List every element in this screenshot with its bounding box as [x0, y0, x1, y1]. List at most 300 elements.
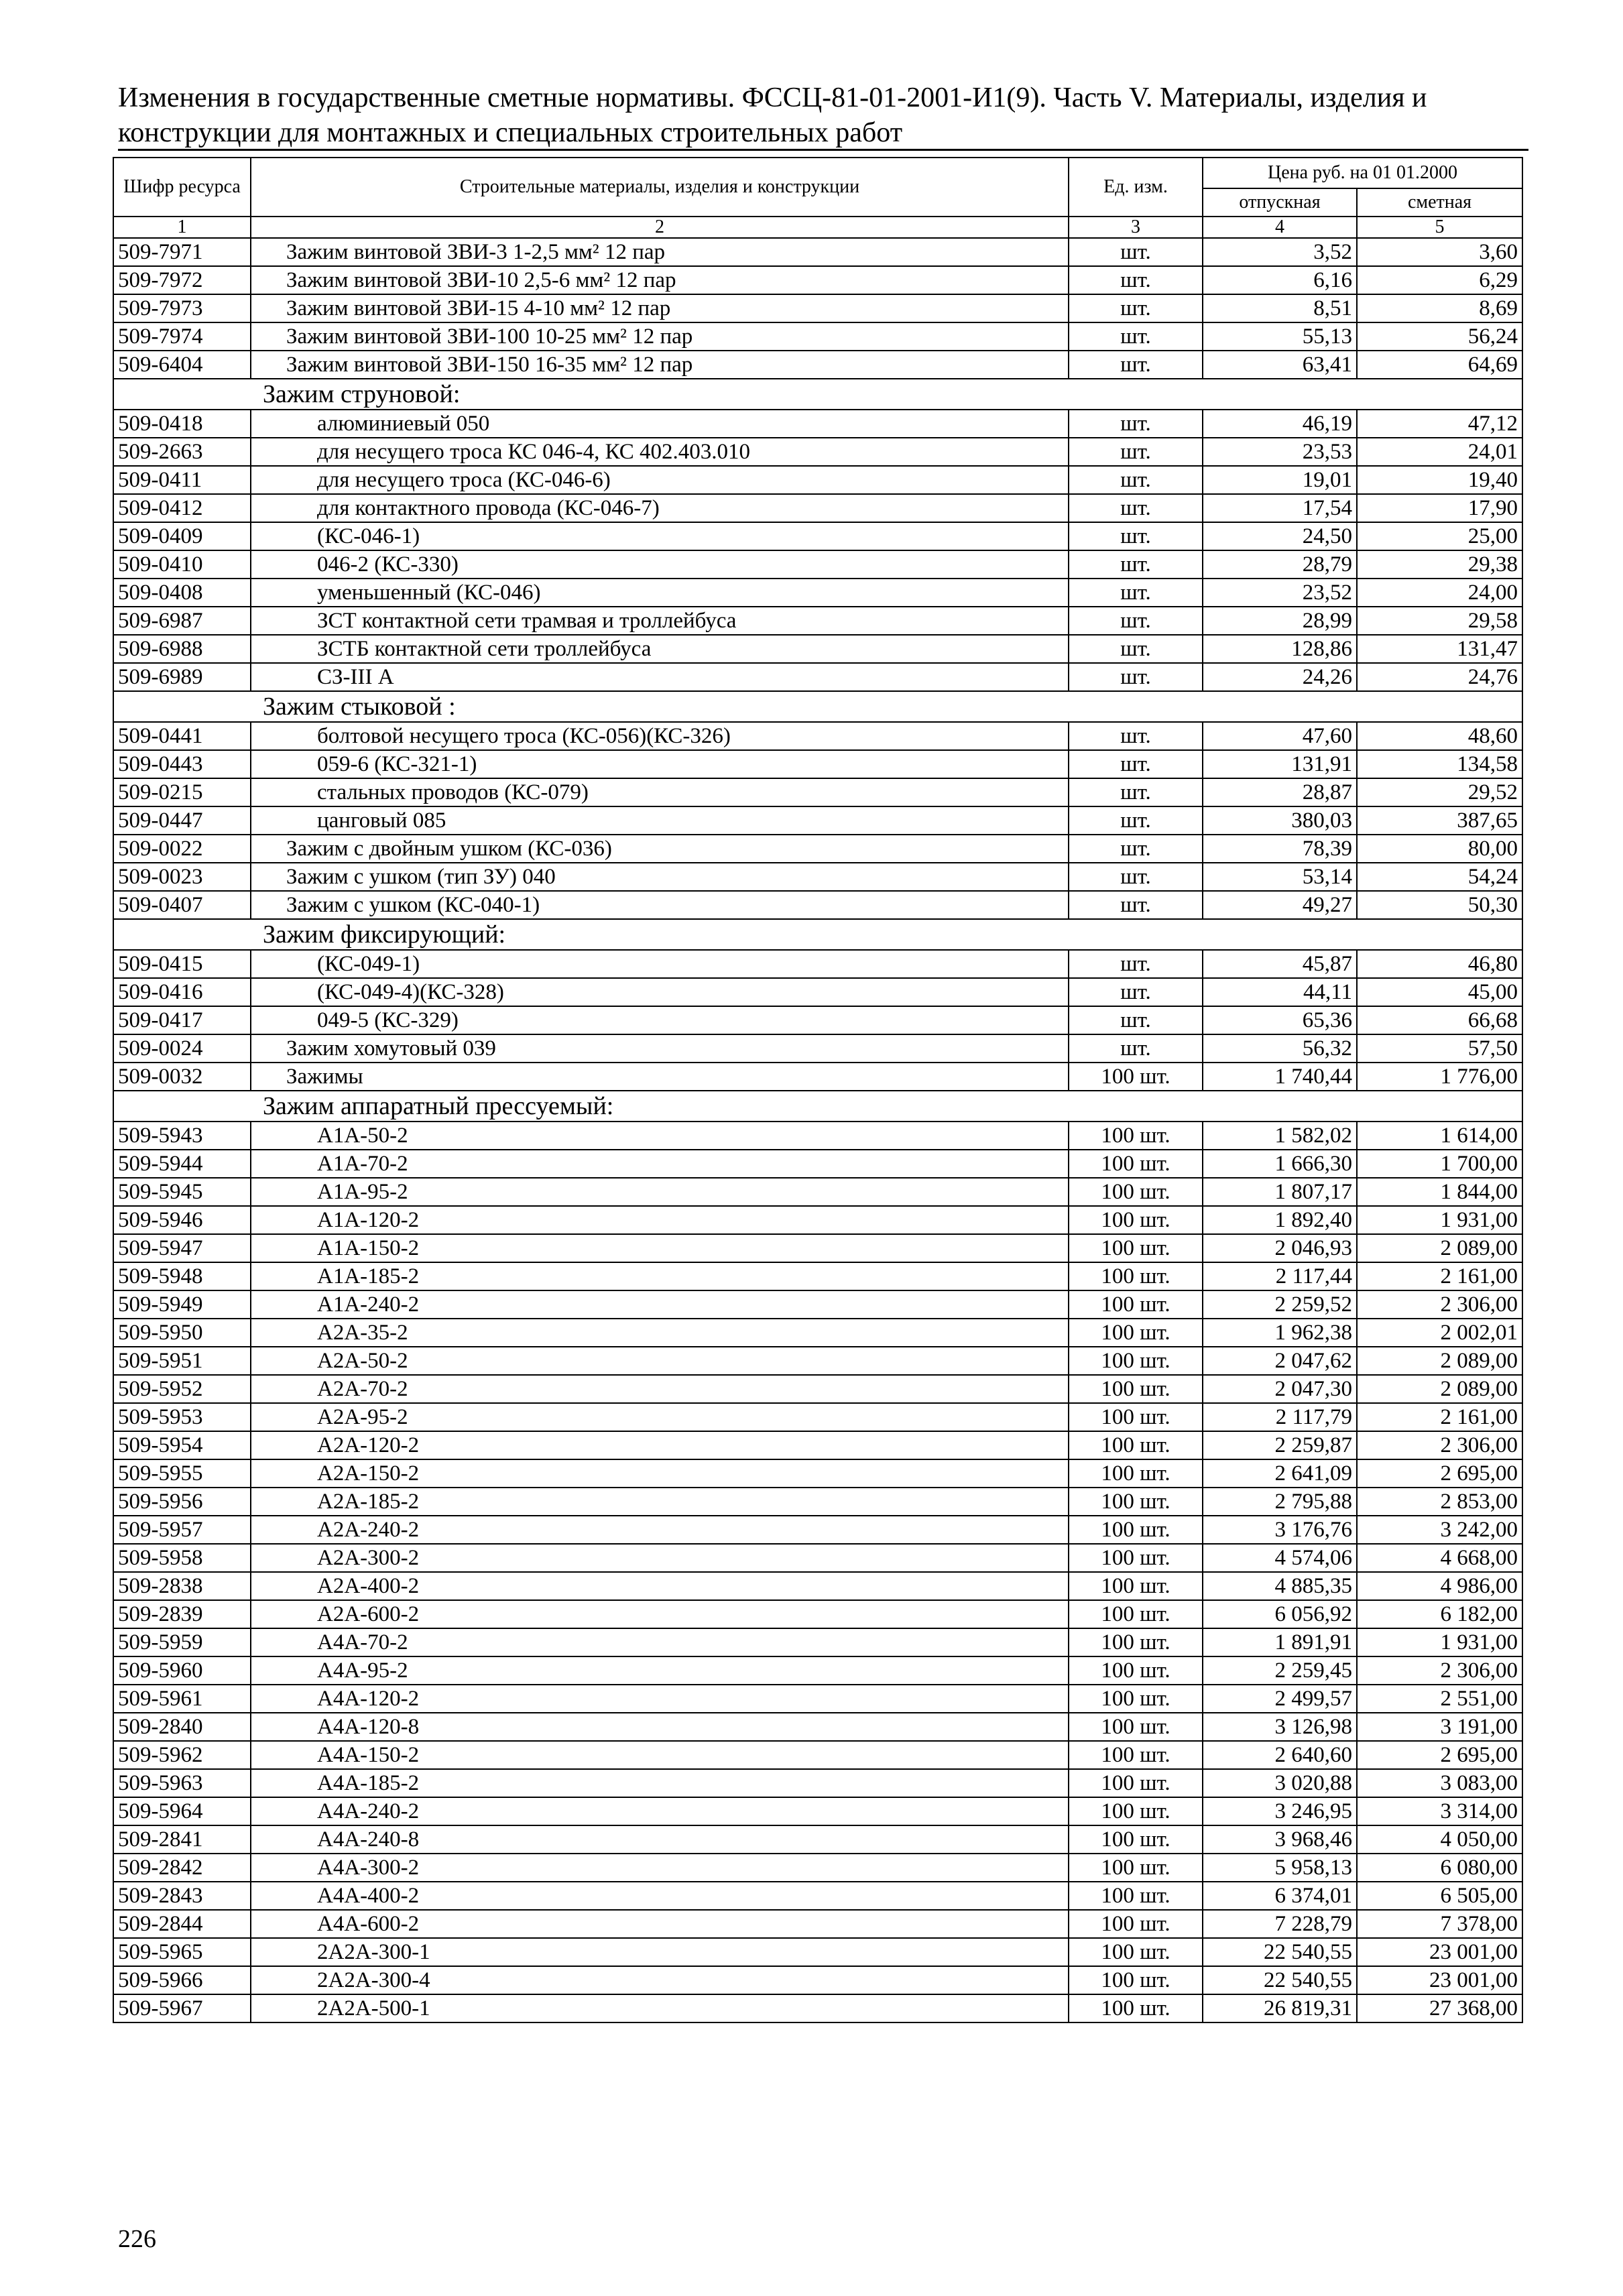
unit-cell: 100 шт. [1069, 1854, 1203, 1882]
estimate-price-cell: 57,50 [1357, 1034, 1522, 1063]
unit-cell: шт. [1069, 522, 1203, 550]
table-row [113, 1600, 1522, 1628]
unit-cell: шт. [1069, 266, 1203, 294]
table-row [113, 806, 1522, 835]
material-name-cell: А4А-95-2 [251, 1656, 1069, 1685]
material-name-cell: Зажим винтовой ЗВИ-15 4-10 мм² 12 пар [251, 294, 1069, 322]
estimate-price-cell: 2 695,00 [1357, 1741, 1522, 1769]
table-row [113, 1713, 1522, 1741]
estimate-price-cell: 2 695,00 [1357, 1459, 1522, 1488]
release-price-cell: 2 259,87 [1203, 1431, 1357, 1459]
table-body [113, 238, 1522, 2022]
table-row [113, 891, 1522, 919]
table-row [113, 522, 1522, 550]
unit-cell: 100 шт. [1069, 1403, 1203, 1431]
col-number: 3 [1069, 217, 1203, 238]
release-price-cell: 19,01 [1203, 466, 1357, 494]
unit-cell: шт. [1069, 863, 1203, 891]
table-row [113, 550, 1522, 579]
estimate-price-cell: 1 844,00 [1357, 1178, 1522, 1206]
estimate-price-cell: 6,29 [1357, 266, 1522, 294]
estimate-price-cell: 19,40 [1357, 466, 1522, 494]
release-price-cell: 3 968,46 [1203, 1825, 1357, 1854]
unit-cell: 100 шт. [1069, 1347, 1203, 1375]
unit-cell: 100 шт. [1069, 1713, 1203, 1741]
resource-code-cell: 509-5958 [113, 1544, 251, 1572]
table-row [113, 1628, 1522, 1656]
material-name-cell: 049-5 (КС-329) [251, 1006, 1069, 1034]
release-price-cell: 1 962,38 [1203, 1319, 1357, 1347]
estimate-price-cell: 6 182,00 [1357, 1600, 1522, 1628]
material-name-cell: (КС-046-1) [251, 522, 1069, 550]
estimate-price-cell: 6 505,00 [1357, 1882, 1522, 1910]
resource-code-cell: 509-5949 [113, 1290, 251, 1319]
unit-cell: шт. [1069, 663, 1203, 691]
release-price-cell: 2 047,30 [1203, 1375, 1357, 1403]
unit-cell: 100 шт. [1069, 1769, 1203, 1797]
resource-code-cell: 509-0407 [113, 891, 251, 919]
resource-code-cell: 509-2663 [113, 438, 251, 466]
material-name-cell: А2А-400-2 [251, 1572, 1069, 1600]
resource-code-cell: 509-0443 [113, 750, 251, 778]
unit-cell: 100 шт. [1069, 1150, 1203, 1178]
release-price-cell: 131,91 [1203, 750, 1357, 778]
resource-code-cell: 509-0418 [113, 410, 251, 438]
release-price-cell: 2 117,44 [1203, 1262, 1357, 1290]
resource-code-cell: 509-5964 [113, 1797, 251, 1825]
unit-cell: шт. [1069, 1034, 1203, 1063]
section-title: Зажим фиксирующий: [113, 919, 1522, 950]
section-title: Зажим струновой: [113, 379, 1522, 410]
resource-code-cell: 509-2844 [113, 1910, 251, 1938]
unit-cell: 100 шт. [1069, 1122, 1203, 1150]
material-name-cell: А4А-400-2 [251, 1882, 1069, 1910]
unit-cell: шт. [1069, 579, 1203, 607]
resource-code-cell: 509-5962 [113, 1741, 251, 1769]
release-price-cell: 2 259,52 [1203, 1290, 1357, 1319]
section-title: Зажим стыковой : [113, 691, 1522, 722]
release-price-cell: 1 582,02 [1203, 1122, 1357, 1150]
unit-cell: 100 шт. [1069, 1516, 1203, 1544]
table-row [113, 410, 1522, 438]
unit-cell: шт. [1069, 410, 1203, 438]
resource-code-cell: 509-0412 [113, 494, 251, 522]
table-row [113, 1122, 1522, 1150]
release-price-cell: 1 740,44 [1203, 1063, 1357, 1091]
unit-cell: шт. [1069, 978, 1203, 1006]
estimate-price-cell: 1 776,00 [1357, 1063, 1522, 1091]
material-name-cell: для несущего троса КС 046-4, КС 402.403.010 [251, 438, 1069, 466]
unit-cell: 100 шт. [1069, 1375, 1203, 1403]
estimate-price-cell: 25,00 [1357, 522, 1522, 550]
table-row [113, 1685, 1522, 1713]
table-row [113, 1063, 1522, 1091]
estimate-price-cell: 4 986,00 [1357, 1572, 1522, 1600]
material-name-cell: стальных проводов (КС-079) [251, 778, 1069, 806]
resource-code-cell: 509-5952 [113, 1375, 251, 1403]
table-row [113, 1375, 1522, 1403]
material-name-cell: 2А2А-500-1 [251, 1994, 1069, 2022]
estimate-price-cell: 6 080,00 [1357, 1854, 1522, 1882]
table-row [113, 1206, 1522, 1234]
table-row [113, 1854, 1522, 1882]
estimate-price-cell: 66,68 [1357, 1006, 1522, 1034]
table-row [113, 1319, 1522, 1347]
estimate-price-cell: 46,80 [1357, 950, 1522, 978]
table-row [113, 1882, 1522, 1910]
unit-cell: шт. [1069, 635, 1203, 663]
table-row [113, 1516, 1522, 1544]
material-name-cell: СЗ-III А [251, 663, 1069, 691]
resource-code-cell: 509-5965 [113, 1938, 251, 1966]
release-price-cell: 3 176,76 [1203, 1516, 1357, 1544]
estimate-price-cell: 23 001,00 [1357, 1938, 1522, 1966]
col-number: 1 [113, 217, 251, 238]
estimate-price-cell: 1 931,00 [1357, 1628, 1522, 1656]
estimate-price-cell: 29,52 [1357, 778, 1522, 806]
resource-code-cell: 509-7971 [113, 238, 251, 266]
material-name-cell: ЗСТ контактной сети трамвая и троллейбуса [251, 607, 1069, 635]
resource-code-cell: 509-5955 [113, 1459, 251, 1488]
table-row [113, 1150, 1522, 1178]
material-name-cell: Зажим винтовой ЗВИ-3 1-2,5 мм² 12 пар [251, 238, 1069, 266]
resource-code-cell: 509-0410 [113, 550, 251, 579]
material-name-cell: А4А-600-2 [251, 1910, 1069, 1938]
resource-code-cell: 509-7974 [113, 322, 251, 351]
resource-code-cell: 509-2841 [113, 1825, 251, 1854]
release-price-cell: 6 374,01 [1203, 1882, 1357, 1910]
estimate-price-cell: 50,30 [1357, 891, 1522, 919]
unit-cell: 100 шт. [1069, 1741, 1203, 1769]
release-price-cell: 22 540,55 [1203, 1938, 1357, 1966]
release-price-cell: 3,52 [1203, 238, 1357, 266]
material-name-cell: А1А-70-2 [251, 1150, 1069, 1178]
resource-code-cell: 509-6989 [113, 663, 251, 691]
estimate-price-cell: 23 001,00 [1357, 1966, 1522, 1994]
unit-cell: шт. [1069, 607, 1203, 635]
estimate-price-cell: 7 378,00 [1357, 1910, 1522, 1938]
resource-code-cell: 509-0023 [113, 863, 251, 891]
col-header-name: Строительные материалы, изделия и конструкции [251, 158, 1069, 217]
page-number: 226 [118, 2225, 156, 2253]
release-price-cell: 4 885,35 [1203, 1572, 1357, 1600]
col-number: 5 [1357, 217, 1522, 238]
release-price-cell: 3 246,95 [1203, 1797, 1357, 1825]
material-name-cell: А2А-240-2 [251, 1516, 1069, 1544]
resource-code-cell: 509-5959 [113, 1628, 251, 1656]
col-number: 2 [251, 217, 1069, 238]
release-price-cell: 28,87 [1203, 778, 1357, 806]
table-row [113, 579, 1522, 607]
estimate-price-cell: 8,69 [1357, 294, 1522, 322]
unit-cell: 100 шт. [1069, 1966, 1203, 1994]
release-price-cell: 26 819,31 [1203, 1994, 1357, 2022]
estimate-price-cell: 24,76 [1357, 663, 1522, 691]
table-row [113, 1544, 1522, 1572]
table-row [113, 438, 1522, 466]
unit-cell: шт. [1069, 891, 1203, 919]
unit-cell: шт. [1069, 294, 1203, 322]
table-row [113, 1034, 1522, 1063]
unit-cell: 100 шт. [1069, 1685, 1203, 1713]
table-row [113, 835, 1522, 863]
unit-cell: шт. [1069, 351, 1203, 379]
release-price-cell: 2 795,88 [1203, 1488, 1357, 1516]
unit-cell: 100 шт. [1069, 1910, 1203, 1938]
release-price-cell: 56,32 [1203, 1034, 1357, 1063]
resource-code-cell: 509-5953 [113, 1403, 251, 1431]
section-header-row [113, 379, 1522, 410]
estimate-price-cell: 27 368,00 [1357, 1994, 1522, 2022]
estimate-price-cell: 2 089,00 [1357, 1347, 1522, 1375]
resource-code-cell: 509-2843 [113, 1882, 251, 1910]
resource-code-cell: 509-5945 [113, 1178, 251, 1206]
material-name-cell: А1А-50-2 [251, 1122, 1069, 1150]
material-name-cell: Зажим винтовой ЗВИ-150 16-35 мм² 12 пар [251, 351, 1069, 379]
release-price-cell: 3 126,98 [1203, 1713, 1357, 1741]
estimate-price-cell: 2 089,00 [1357, 1375, 1522, 1403]
estimate-price-cell: 1 700,00 [1357, 1150, 1522, 1178]
material-name-cell: 2А2А-300-1 [251, 1938, 1069, 1966]
material-name-cell: Зажим хомутовый 039 [251, 1034, 1069, 1063]
table-row [113, 1741, 1522, 1769]
material-name-cell: А4А-120-8 [251, 1713, 1069, 1741]
estimate-price-cell: 48,60 [1357, 722, 1522, 750]
estimate-price-cell: 2 161,00 [1357, 1262, 1522, 1290]
estimate-price-cell: 29,58 [1357, 607, 1522, 635]
material-name-cell: А1А-240-2 [251, 1290, 1069, 1319]
table-row [113, 1572, 1522, 1600]
material-name-cell: А4А-150-2 [251, 1741, 1069, 1769]
table-row [113, 663, 1522, 691]
release-price-cell: 2 641,09 [1203, 1459, 1357, 1488]
resource-code-cell: 509-5947 [113, 1234, 251, 1262]
estimate-price-cell: 2 306,00 [1357, 1656, 1522, 1685]
unit-cell: 100 шт. [1069, 1797, 1203, 1825]
material-name-cell: А1А-95-2 [251, 1178, 1069, 1206]
header-line-2: конструкции для монтажных и специальных строительных работ [118, 117, 903, 148]
resource-code-cell: 509-2840 [113, 1713, 251, 1741]
unit-cell: 100 шт. [1069, 1656, 1203, 1685]
unit-cell: 100 шт. [1069, 1262, 1203, 1290]
resource-code-cell: 509-5961 [113, 1685, 251, 1713]
estimate-price-cell: 54,24 [1357, 863, 1522, 891]
resource-code-cell: 509-0416 [113, 978, 251, 1006]
resource-code-cell: 509-0215 [113, 778, 251, 806]
material-name-cell: 059-6 (КС-321-1) [251, 750, 1069, 778]
table-row [113, 494, 1522, 522]
material-name-cell: уменьшенный (КС-046) [251, 579, 1069, 607]
price-table [113, 157, 1523, 2023]
unit-cell: 100 шт. [1069, 1544, 1203, 1572]
estimate-price-cell: 387,65 [1357, 806, 1522, 835]
resource-code-cell: 509-0411 [113, 466, 251, 494]
section-header-row [113, 1091, 1522, 1122]
release-price-cell: 2 046,93 [1203, 1234, 1357, 1262]
unit-cell: шт. [1069, 750, 1203, 778]
material-name-cell: 2А2А-300-4 [251, 1966, 1069, 1994]
resource-code-cell: 509-5951 [113, 1347, 251, 1375]
table-row [113, 1006, 1522, 1034]
estimate-price-cell: 134,58 [1357, 750, 1522, 778]
estimate-price-cell: 17,90 [1357, 494, 1522, 522]
resource-code-cell: 509-0417 [113, 1006, 251, 1034]
table-row [113, 1656, 1522, 1685]
estimate-price-cell: 47,12 [1357, 410, 1522, 438]
unit-cell: 100 шт. [1069, 1600, 1203, 1628]
release-price-cell: 46,19 [1203, 410, 1357, 438]
table-row [113, 294, 1522, 322]
material-name-cell: А1А-150-2 [251, 1234, 1069, 1262]
resource-code-cell: 509-5944 [113, 1150, 251, 1178]
material-name-cell: болтовой несущего троса (КС-056)(КС-326) [251, 722, 1069, 750]
unit-cell: 100 шт. [1069, 1063, 1203, 1091]
release-price-cell: 1 892,40 [1203, 1206, 1357, 1234]
release-price-cell: 128,86 [1203, 635, 1357, 663]
release-price-cell: 23,52 [1203, 579, 1357, 607]
unit-cell: 100 шт. [1069, 1459, 1203, 1488]
material-name-cell: А2А-300-2 [251, 1544, 1069, 1572]
unit-cell: 100 шт. [1069, 1234, 1203, 1262]
table-row [113, 1262, 1522, 1290]
material-name-cell: А4А-240-8 [251, 1825, 1069, 1854]
table-row [113, 1234, 1522, 1262]
unit-cell: 100 шт. [1069, 1290, 1203, 1319]
unit-cell: шт. [1069, 806, 1203, 835]
release-price-cell: 65,36 [1203, 1006, 1357, 1034]
col-number: 4 [1203, 217, 1357, 238]
material-name-cell: Зажим с двойным ушком (КС-036) [251, 835, 1069, 863]
table-row [113, 1347, 1522, 1375]
estimate-price-cell: 64,69 [1357, 351, 1522, 379]
material-name-cell: А2А-35-2 [251, 1319, 1069, 1347]
release-price-cell: 2 640,60 [1203, 1741, 1357, 1769]
estimate-price-cell: 131,47 [1357, 635, 1522, 663]
estimate-price-cell: 3 083,00 [1357, 1769, 1522, 1797]
col-header-code: Шифр ресурса [113, 158, 251, 217]
table-row [113, 635, 1522, 663]
estimate-price-cell: 3,60 [1357, 238, 1522, 266]
resource-code-cell: 509-5960 [113, 1656, 251, 1685]
unit-cell: шт. [1069, 466, 1203, 494]
material-name-cell: А1А-120-2 [251, 1206, 1069, 1234]
table-row [113, 238, 1522, 266]
release-price-cell: 2 117,79 [1203, 1403, 1357, 1431]
release-price-cell: 28,99 [1203, 607, 1357, 635]
estimate-price-cell: 4 668,00 [1357, 1544, 1522, 1572]
material-name-cell: А2А-120-2 [251, 1431, 1069, 1459]
material-name-cell: А2А-150-2 [251, 1459, 1069, 1488]
material-name-cell: А2А-50-2 [251, 1347, 1069, 1375]
estimate-price-cell: 45,00 [1357, 978, 1522, 1006]
material-name-cell: для контактного провода (КС-046-7) [251, 494, 1069, 522]
release-price-cell: 55,13 [1203, 322, 1357, 351]
estimate-price-cell: 2 161,00 [1357, 1403, 1522, 1431]
unit-cell: 100 шт. [1069, 1319, 1203, 1347]
material-name-cell: (КС-049-1) [251, 950, 1069, 978]
material-name-cell: 046-2 (КС-330) [251, 550, 1069, 579]
release-price-cell: 7 228,79 [1203, 1910, 1357, 1938]
unit-cell: 100 шт. [1069, 1178, 1203, 1206]
estimate-price-cell: 2 306,00 [1357, 1431, 1522, 1459]
material-name-cell: Зажим винтовой ЗВИ-100 10-25 мм² 12 пар [251, 322, 1069, 351]
section-header-row [113, 919, 1522, 950]
table-row [113, 1178, 1522, 1206]
table-row [113, 1431, 1522, 1459]
material-name-cell: алюминиевый 050 [251, 410, 1069, 438]
material-name-cell: А2А-95-2 [251, 1403, 1069, 1431]
release-price-cell: 44,11 [1203, 978, 1357, 1006]
table-row [113, 1938, 1522, 1966]
unit-cell: 100 шт. [1069, 1206, 1203, 1234]
section-header-row [113, 691, 1522, 722]
estimate-price-cell: 29,38 [1357, 550, 1522, 579]
unit-cell: шт. [1069, 550, 1203, 579]
resource-code-cell: 509-5946 [113, 1206, 251, 1234]
unit-cell: 100 шт. [1069, 1431, 1203, 1459]
estimate-price-cell: 4 050,00 [1357, 1825, 1522, 1854]
estimate-price-cell: 24,00 [1357, 579, 1522, 607]
release-price-cell: 1 807,17 [1203, 1178, 1357, 1206]
table-row [113, 750, 1522, 778]
estimate-price-cell: 2 853,00 [1357, 1488, 1522, 1516]
table-row [113, 1290, 1522, 1319]
release-price-cell: 63,41 [1203, 351, 1357, 379]
release-price-cell: 2 259,45 [1203, 1656, 1357, 1685]
document-header [118, 80, 1526, 150]
release-price-cell: 23,53 [1203, 438, 1357, 466]
material-name-cell: Зажим с ушком (тип ЗУ) 040 [251, 863, 1069, 891]
unit-cell: 100 шт. [1069, 1628, 1203, 1656]
resource-code-cell: 509-0447 [113, 806, 251, 835]
header-line-1: Изменения в государственные сметные нормативы. ФССЦ-81-01-2001-И1(9). Часть V. Материалы, изделия и [118, 82, 1427, 113]
unit-cell: 100 шт. [1069, 1572, 1203, 1600]
estimate-price-cell: 3 242,00 [1357, 1516, 1522, 1544]
estimate-price-cell: 3 191,00 [1357, 1713, 1522, 1741]
table-row [113, 266, 1522, 294]
unit-cell: шт. [1069, 1006, 1203, 1034]
unit-cell: шт. [1069, 322, 1203, 351]
release-price-cell: 8,51 [1203, 294, 1357, 322]
unit-cell: шт. [1069, 950, 1203, 978]
release-price-cell: 1 666,30 [1203, 1150, 1357, 1178]
unit-cell: 100 шт. [1069, 1825, 1203, 1854]
unit-cell: шт. [1069, 494, 1203, 522]
estimate-price-cell: 1 931,00 [1357, 1206, 1522, 1234]
release-price-cell: 78,39 [1203, 835, 1357, 863]
col-header-release-price: отпускная [1203, 188, 1357, 217]
table-row [113, 351, 1522, 379]
resource-code-cell: 509-5966 [113, 1966, 251, 1994]
resource-code-cell: 509-6404 [113, 351, 251, 379]
table-row [113, 1966, 1522, 1994]
release-price-cell: 53,14 [1203, 863, 1357, 891]
material-name-cell: А2А-185-2 [251, 1488, 1069, 1516]
table-row [113, 1910, 1522, 1938]
table-row [113, 1994, 1522, 2022]
release-price-cell: 4 574,06 [1203, 1544, 1357, 1572]
table-row [113, 722, 1522, 750]
header-divider [118, 149, 1528, 151]
estimate-price-cell: 2 551,00 [1357, 1685, 1522, 1713]
material-name-cell: А4А-240-2 [251, 1797, 1069, 1825]
resource-code-cell: 509-5956 [113, 1488, 251, 1516]
release-price-cell: 22 540,55 [1203, 1966, 1357, 1994]
resource-code-cell: 509-5954 [113, 1431, 251, 1459]
resource-code-cell: 509-0032 [113, 1063, 251, 1091]
unit-cell: 100 шт. [1069, 1882, 1203, 1910]
resource-code-cell: 509-6987 [113, 607, 251, 635]
